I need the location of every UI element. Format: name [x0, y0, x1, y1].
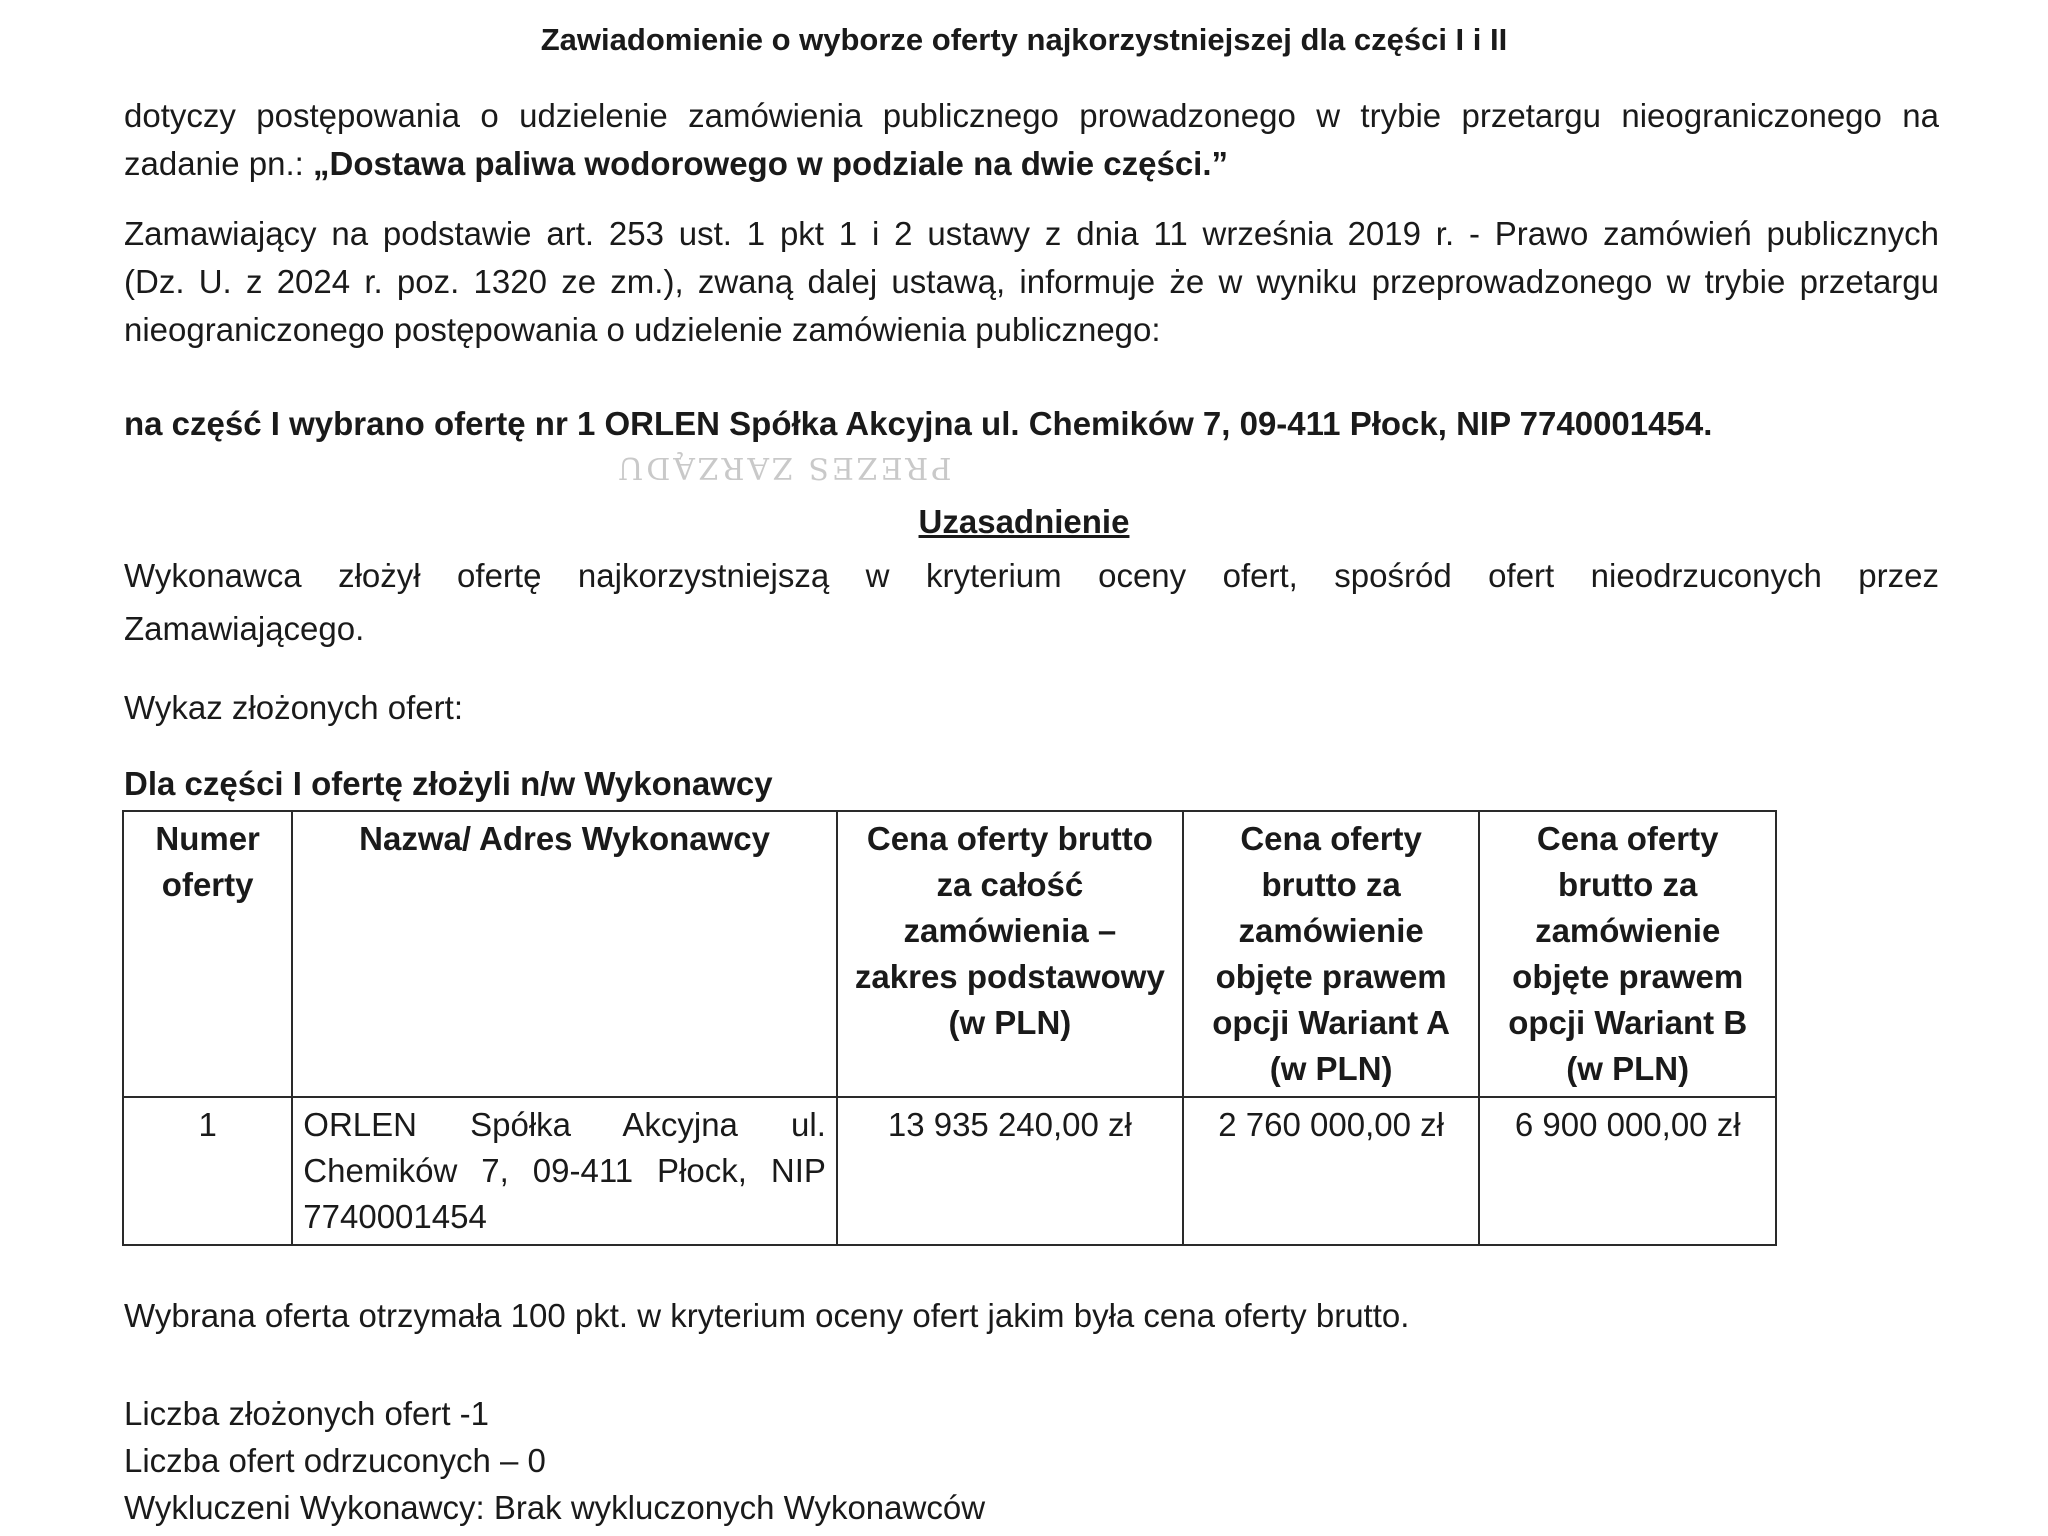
intro-line-2	[124, 140, 1228, 187]
header-offer-number: Numer oferty	[123, 811, 292, 1097]
points-statement: Wybrana oferta otrzymała 100 pkt. w kryterium oceny ofert jakim była cena oferty brutto.	[124, 1297, 1410, 1334]
header-price-variant-a: Cena oferty brutto za zamówienie objęte prawem opcji Wariant A (w PLN)	[1183, 811, 1480, 1097]
intro-line-1: dotyczy postępowania o udzielenie zamówienia publicznego prowadzonego w trybie przetargu nieograniczonego na	[124, 97, 1939, 134]
count-rejected: Liczba ofert odrzuconych – 0	[124, 1442, 546, 1479]
header-contractor: Nazwa/ Adres Wykonawcy	[292, 811, 837, 1097]
price-variant-b: 6 900 000,00 zł	[1479, 1097, 1776, 1245]
count-submitted: Liczba złożonych ofert -1	[124, 1395, 490, 1432]
legal-basis-line-1: Zamawiający na podstawie art. 253 ust. 1 pkt 1 i 2 ustawy z dnia 11 września 2019 r. - Prawo zamówień publicznych	[124, 215, 1939, 252]
intro-prefix: zadanie pn.:	[124, 145, 313, 182]
legal-basis-line-2: (Dz. U. z 2024 r. poz. 1320 ze zm.), zwaną dalej ustawą, informuje że w wyniku przeprowadzonego w trybie przetargu	[124, 263, 1939, 300]
header-price-base: Cena oferty brutto za całość zamówienia – zakres podstawowy (w PLN)	[837, 811, 1183, 1097]
legal-basis-line-3: nieograniczonego postępowania o udzielenie zamówienia publicznego:	[124, 311, 1161, 348]
header-price-variant-b: Cena oferty brutto za zamówienie objęte prawem opcji Wariant B (w PLN)	[1479, 811, 1776, 1097]
justification-line-1: Wykonawca złożył ofertę najkorzystniejszą w kryterium oceny ofert, spośród ofert nieodrzuconych przez	[124, 557, 1939, 594]
selected-offer: na część I wybrano ofertę nr 1 ORLEN Spółka Akcyjna ul. Chemików 7, 09-411 Płock, NIP 7740001454.	[124, 405, 1713, 442]
price-variant-a: 2 760 000,00 zł	[1183, 1097, 1480, 1245]
table-row	[123, 1097, 1776, 1245]
offers-list-label: Wykaz złożonych ofert:	[124, 689, 463, 726]
document-title: Zawiadomienie o wyborze oferty najkorzystniejszej dla części I i II	[540, 22, 1508, 57]
faded-stamp: PREZES ZARZĄDU	[615, 450, 952, 485]
table-header-row	[123, 811, 1776, 1097]
justification-heading: Uzasadnienie	[918, 503, 1130, 540]
part1-heading: Dla części I ofertę złożyli n/w Wykonawcy	[124, 765, 773, 802]
justification-line-2: Zamawiającego.	[124, 610, 365, 647]
offer-number: 1	[123, 1097, 292, 1245]
contractor-name: ORLEN Spółka Akcyjna ul. Chemików 7, 09-411 Płock, NIP 7740001454	[292, 1097, 837, 1245]
excluded-contractors: Wykluczeni Wykonawcy: Brak wykluczonych Wykonawców	[124, 1489, 986, 1526]
offers-table	[122, 810, 1777, 1246]
contract-name: „Dostawa paliwa wodorowego w podziale na dwie części.”	[312, 145, 1229, 182]
price-base: 13 935 240,00 zł	[837, 1097, 1183, 1245]
